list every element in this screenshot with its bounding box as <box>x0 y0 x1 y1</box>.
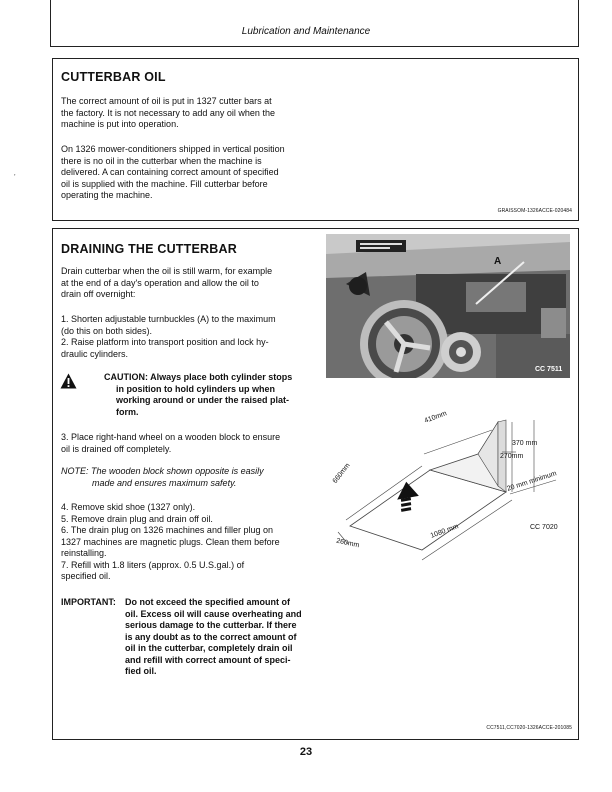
warning-triangle-icon <box>60 373 77 389</box>
text-line: oil is supplied with the machine. Fill cutterbar before <box>61 178 268 189</box>
dim-front-width: 260mm <box>335 537 360 550</box>
text-line: delivered. A can containing correct amount of specified <box>61 167 279 177</box>
caution-line: CAUTION: Always place both cylinder stops <box>104 372 293 382</box>
note-line: made and ensures maximum safety. <box>92 477 237 488</box>
text-line: (do this on both sides). <box>61 325 153 336</box>
dim-height-inner: 270mm <box>500 453 524 460</box>
draining-step-3 <box>61 432 323 455</box>
text-line: machine is put into operation. <box>61 119 179 129</box>
draining-title: DRAINING THE CUTTERBAR <box>61 242 237 256</box>
important-line: and refill with correct amount of speci- <box>125 654 291 665</box>
important-block <box>125 597 325 678</box>
text-line: 1327 machines are magnetic plugs. Clean them before <box>61 536 280 547</box>
text-line: 5. Remove drain plug and drain off oil. <box>61 513 213 524</box>
text-line: 3. Place right-hand wheel on a wooden block to ensure <box>61 432 281 442</box>
diagram-figure-id: CC 7020 <box>530 524 558 531</box>
machine-photo <box>326 234 570 378</box>
caution-line: working around or under the raised plat- <box>116 395 290 405</box>
text-line: The correct amount of oil is put in 1327 cutter bars at <box>61 96 272 106</box>
photo-figure-id: CC 7511 <box>535 366 563 373</box>
dim-base-length: 1080 mm <box>429 523 460 540</box>
important-line: is any doubt as to the correct amount of <box>125 631 297 642</box>
dim-top-width: 410mm <box>423 410 448 425</box>
draining-intro <box>61 266 321 301</box>
text-line: 1. Shorten adjustable turnbuckles (A) to the maximum <box>61 314 276 324</box>
text-line: there is no oil in the cutterbar when the machine is <box>61 155 262 166</box>
dim-slope: 660mm <box>331 462 352 485</box>
important-line: fied oil. <box>125 666 157 676</box>
text-line: On 1326 mower-conditioners shipped in vertical position <box>61 144 285 154</box>
important-line: oil in the cutterbar, completely drain oil <box>125 643 293 653</box>
important-line: serious damage to the cutterbar. If there <box>125 620 297 630</box>
text-line: 6. The drain plug on 1326 machines and filler plug on <box>61 525 273 535</box>
important-line: Do not exceed the specified amount of <box>125 597 291 607</box>
text-line: 4. Remove skid shoe (1327 only). <box>61 502 196 512</box>
text-line: at the end of a day's operation and allow the oil to <box>61 277 259 288</box>
text-line: oil is drained off completely. <box>61 443 172 454</box>
cutterbar-oil-title: CUTTERBAR OIL <box>61 70 166 84</box>
dim-minimum: 20 mm minimum <box>506 470 558 493</box>
header-rule-right <box>578 0 579 46</box>
text-line: Drain cutterbar when the oil is still warm, for example <box>61 266 273 276</box>
note-line: NOTE: The wooden block shown opposite is easily <box>61 466 264 476</box>
important-label: IMPORTANT: <box>61 597 116 607</box>
section-title: Lubrication and Maintenance <box>241 26 371 37</box>
caution-line: in position to hold cylinders up when <box>116 383 275 394</box>
text-line: drain off overnight: <box>61 289 136 299</box>
ref-code: CC7511,CC7020-1326ACCE-201085 <box>486 725 572 731</box>
page-number: 23 <box>299 746 313 758</box>
caution-block <box>104 372 320 418</box>
callout-a: A <box>494 256 502 267</box>
header-rule <box>50 46 579 47</box>
text-line: 2. Raise platform into transport position and lock hy- <box>61 337 269 347</box>
dim-height-outer: 370 mm <box>512 440 538 447</box>
text-line: the factory. It is not necessary to add any oil when the <box>61 107 275 118</box>
text-line: 7. Refill with 1.8 liters (approx. 0.5 U.S.gal.) of <box>61 559 245 570</box>
header-rule-left <box>50 0 51 46</box>
draining-note <box>61 466 323 489</box>
stray-mark: ’ <box>14 174 16 181</box>
caution-line: form. <box>116 406 139 417</box>
draining-steps-1-2 <box>61 314 321 360</box>
text-line: draulic cylinders. <box>61 348 129 359</box>
text-line: operating the machine. <box>61 190 153 200</box>
cutterbar-oil-para2 <box>61 144 361 202</box>
important-line: oil. Excess oil will cause overheating and <box>125 608 302 619</box>
machine-photo-illustration <box>326 234 570 378</box>
text-line: specified oil. <box>61 571 111 581</box>
cutterbar-oil-para1 <box>61 96 361 131</box>
wooden-block-diagram <box>326 400 572 570</box>
text-line: reinstalling. <box>61 548 107 558</box>
draining-steps-4-7 <box>61 502 323 583</box>
ref-code: GRAISSOM-1326ACCE-020484 <box>497 208 572 214</box>
